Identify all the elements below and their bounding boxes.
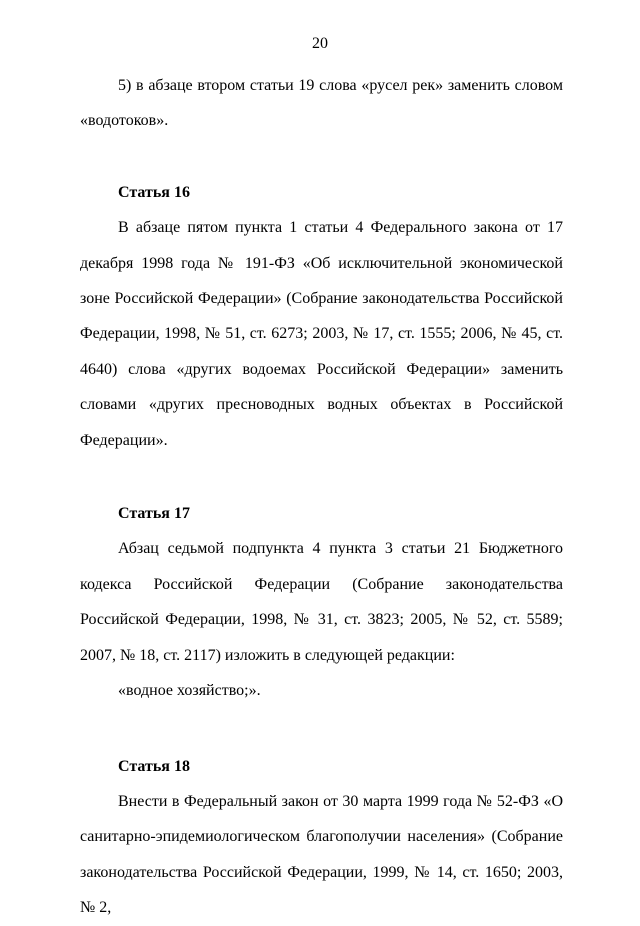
article-16-paragraph: В абзаце пятом пункта 1 статьи 4 Федерального закона от 17 декабря 1998 года № 191-ФЗ «Об исключительной экономической зоне Российской Федерации» (Собрание законодательства Российской Федерации, 1998, № 51, ст. 6273; 2003, № 17, ст. 1555; 2006, № 45, ст. 4640) слова «других водоемах Российской Федерации» заменить словами «других пресноводных водных объектах в Российской Федерации». xyxy=(80,219,563,449)
page-number: 20 xyxy=(312,35,328,52)
article-17-paragraph: Абзац седьмой подпункта 4 пункта 3 статьи 21 Бюджетного кодекса Российской Федерации (Собрание законодательства Российской Федерации, 1998, № 31, ст. 3823; 2005, № 52, ст. 5589; 2007, № 18, ст. 2117) изложить в следующей редакции: xyxy=(80,540,563,664)
article-18-heading: Статья 18 xyxy=(118,757,190,775)
article-17-quote: «водное хозяйство;». xyxy=(118,682,261,700)
article-18-paragraph: Внести в Федеральный закон от 30 марта 1999 года № 52-ФЗ «О санитарно-эпидемиологическом благополучии населения» (Собрание законодательства Российской Федерации, 1999, № 14, ст. 1650; 2003, № 2, xyxy=(80,792,563,917)
document-body xyxy=(80,68,563,926)
article-17-heading: Статья 17 xyxy=(118,505,190,523)
article-16-heading: Статья 16 xyxy=(118,183,190,201)
intro-paragraph: 5) в абзаце втором статьи 19 слова «русел рек» заменить словом «водотоков». xyxy=(80,77,563,130)
